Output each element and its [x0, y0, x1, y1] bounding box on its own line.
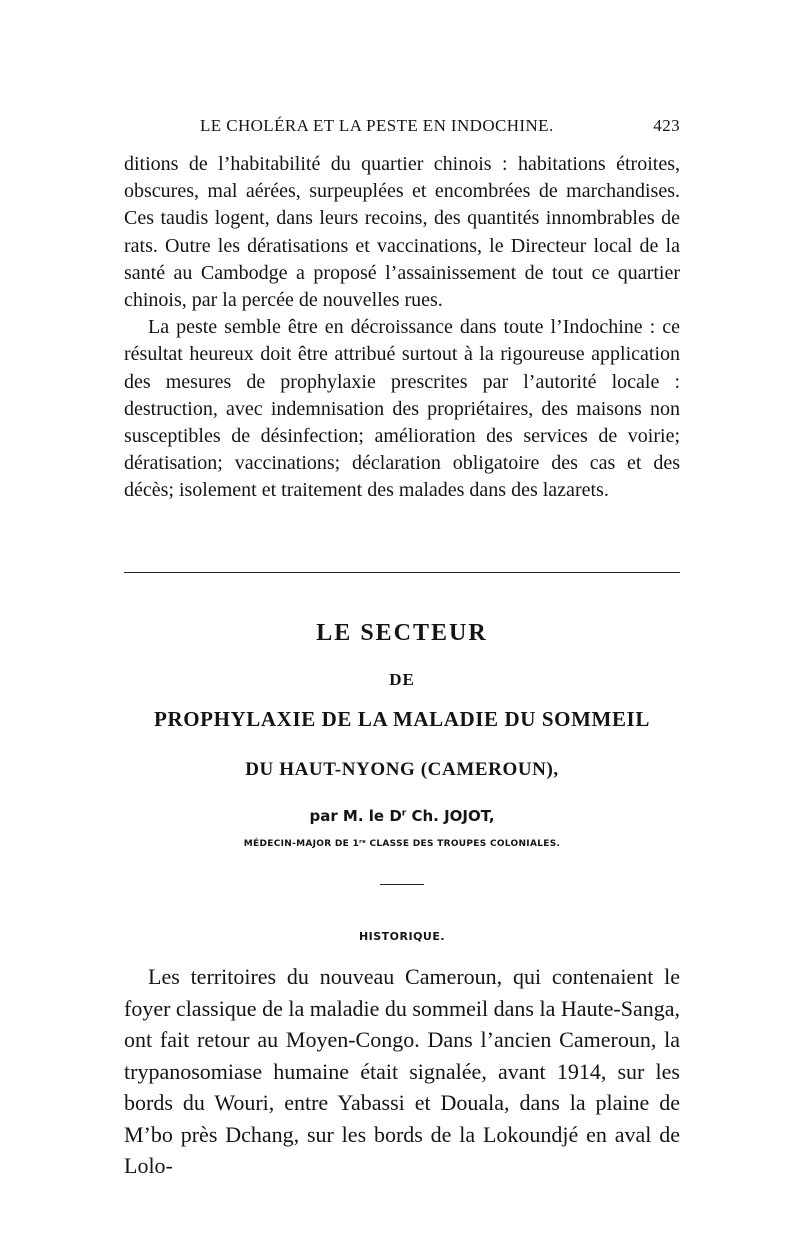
section-divider [124, 572, 680, 573]
article-title-line-3: PROPHYLAXIE DE LA MALADIE DU SOMMEIL [154, 707, 650, 731]
article-title-line-4: DU HAUT-NYONG (CAMEROUN), [245, 759, 559, 780]
affiliation-suffix: CLASSE DES TROUPES COLONIALES. [366, 839, 561, 849]
page-number: 423 [653, 116, 680, 135]
affiliation-prefix: MÉDECIN-MAJOR DE 1 [243, 839, 360, 849]
running-head-title: LE CHOLÉRA ET LA PESTE EN INDOCHINE. [200, 116, 554, 135]
article-title-line-2: DE [389, 670, 415, 689]
byline-superscript: r [401, 808, 407, 819]
byline-prefix: par M. le D [309, 807, 402, 825]
paragraph-continued: ditions de l’habitabilité du quartier chinois : habitations étroites, obscures, mal aérées, surpeuplées et encombrées de marchandises. Ces taudis logent, dans leurs recoins, des quantités innombrables de rats. Outre les dératisations et vaccinations, le Directeur local de la santé au Cambodge a proposé l’assainissement de tout ce quartier chinois, par la percée de nouvelles rues. [124, 153, 680, 312]
continued-text-block [124, 151, 680, 505]
byline-name: Ch. JOJOT, [406, 807, 495, 825]
section-heading: HISTORIQUE. [358, 930, 446, 943]
author-byline [124, 807, 680, 825]
article-body [124, 961, 680, 1182]
author-affiliation [124, 839, 680, 849]
affiliation-superscript: re [359, 838, 367, 845]
article-title-line-1: LE SECTEUR [316, 620, 488, 646]
running-head [200, 116, 680, 136]
article-paragraph: Les territoires du nouveau Cameroun, qui contenaient le foyer classique de la maladie du sommeil dans la Haute-Sanga, ont fait retour au Moyen-Congo. Dans l’ancien Cameroun, la trypanosomiase humaine était signalée, avant 1914, sur les bords du Wouri, entre Yabassi et Douala, dans la plaine de M’bo près Dchang, sur les bords de la Lokoundjé en aval de Lolo- [124, 964, 680, 1178]
short-divider [380, 884, 424, 885]
paragraph-plague: La peste semble être en décroissance dans toute l’Indochine : ce résultat heureux doit être attribué surtout à la rigoureuse application des mesures de prophylaxie prescrites par l’autorité locale : destruction, avec indemnisation des propriétaires, des maisons non susceptibles de désinfection; amélioration des services de voirie; dératisation; vaccinations; déclaration obligatoire des cas et des décès; isolement et traitement des malades dans des lazarets. [124, 316, 680, 502]
